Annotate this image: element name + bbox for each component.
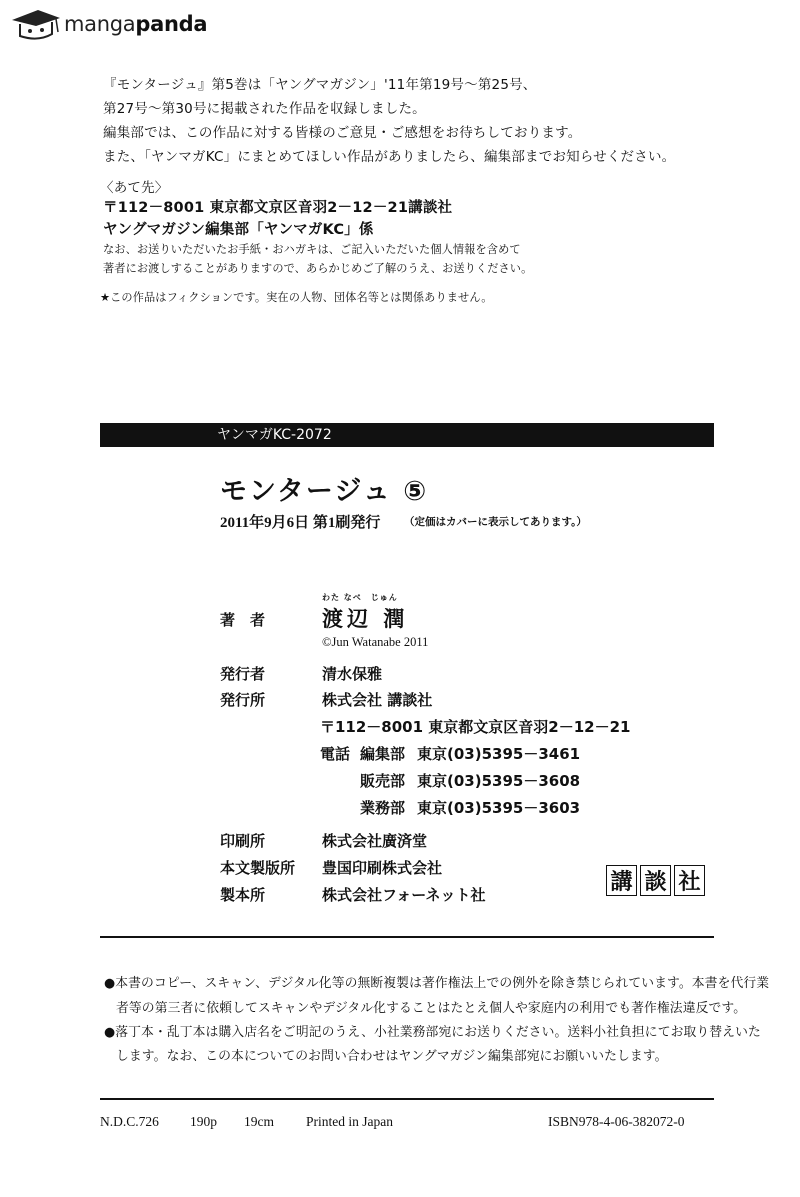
binder-role: 製本所 [220, 886, 266, 904]
divider [100, 1098, 714, 1100]
publisher-name: 清水保雅 [322, 665, 383, 683]
phone-dept: 編集部 [360, 745, 406, 763]
seal-char: 談 [640, 865, 671, 896]
notice-line: 者等の第三者に依頼してスキャンやデジタル化することはたとえ個人や家庭内の利用でも著作権法違反です。 [116, 1001, 747, 1016]
author-name: 渡辺 潤 [322, 607, 409, 631]
phone-dept: 販売部 [360, 772, 406, 790]
series-code: ヤンマガKC-2072 [217, 427, 332, 443]
logo-text-panda: panda [135, 12, 208, 36]
seal-char: 講 [606, 865, 637, 896]
mascot-logo-icon [8, 6, 62, 42]
publishing-house-role: 発行所 [220, 691, 266, 709]
text-printer-name: 豊国印刷株式会社 [322, 859, 443, 877]
author-ruby: わた なべ じゅん [322, 593, 398, 602]
publisher-seal [606, 865, 705, 899]
address-line: ヤングマガジン編集部「ヤンマガKC」係 [103, 222, 374, 238]
isbn: ISBN978-4-06-382072-0 [548, 1114, 685, 1129]
ndc-code: N.D.C.726 [100, 1114, 159, 1129]
notice-line: ●本書のコピー、スキャン、デジタル化等の無断複製は著作権法上での例外を除き禁じられています。本書を代行業 [104, 976, 770, 991]
intro-line: 『モンタージュ』第5巻は「ヤングマガジン」'11年第19号～第25号、 [103, 77, 537, 93]
address-note: なお、お送りいただいたお手紙・おハガキは、ご記入いただいた個人情報を含めて [103, 243, 521, 256]
notice-line: します。なお、この本についてのお問い合わせはヤングマガジン編集部宛にお願いいたします。 [116, 1049, 668, 1064]
book-title: モンタージュ ⑤ [220, 476, 429, 507]
phone-label: 電話 [320, 745, 351, 763]
printed-in: Printed in Japan [306, 1114, 393, 1129]
divider [100, 936, 714, 938]
issue-date: 2011年9月6日 第1刷発行 [220, 515, 381, 531]
phone-number: 東京(03)5395－3461 [417, 745, 581, 763]
price-note: （定価はカバーに表示してあります。） [404, 516, 587, 528]
binder-name: 株式会社フォーネット社 [322, 886, 486, 904]
printer-role: 印刷所 [220, 832, 266, 850]
fiction-note: ★この作品はフィクションです。実在の人物、団体名等とは関係ありません。 [100, 291, 493, 304]
text-printer-role: 本文製版所 [220, 859, 296, 877]
logo-text-manga: manga [64, 12, 136, 36]
page-count: 190p [190, 1114, 217, 1129]
address-line: 〒112－8001 東京都文京区音羽2－12－21講談社 [103, 200, 453, 216]
address-note: 著者にお渡しすることがありますので、あらかじめご了解のうえ、お送りください。 [103, 262, 533, 275]
intro-line: 第27号～第30号に掲載された作品を収録しました。 [103, 101, 426, 117]
address-label: 〈あて先〉 [100, 180, 169, 196]
publisher-role: 発行者 [220, 665, 266, 683]
author-role: 著 者 [220, 611, 266, 629]
seal-char: 社 [674, 865, 705, 896]
notice-line: ●落丁本・乱丁本は購入店名をご明記のうえ、小社業務部宛にお送りください。送料小社負担にてお取り替えいた [104, 1025, 761, 1040]
phone-number: 東京(03)5395－3603 [417, 799, 581, 817]
series-code-bar [100, 423, 714, 447]
house-address: 〒112－8001 東京都文京区音羽2－12－21 [320, 718, 631, 736]
copyright: ©Jun Watanabe 2011 [322, 635, 429, 649]
phone-dept: 業務部 [360, 799, 406, 817]
publishing-house: 株式会社 講談社 [322, 691, 433, 709]
phone-number: 東京(03)5395－3608 [417, 772, 581, 790]
printer-name: 株式会社廣済堂 [322, 832, 428, 850]
book-size: 19cm [244, 1114, 274, 1129]
intro-line: また、「ヤンマガKC」にまとめてほしい作品がありましたら、編集部までお知らせください。 [103, 149, 676, 165]
intro-line: 編集部では、この作品に対する皆様のご意見・ご感想をお待ちしております。 [103, 125, 582, 141]
logo-wordmark [64, 12, 207, 36]
